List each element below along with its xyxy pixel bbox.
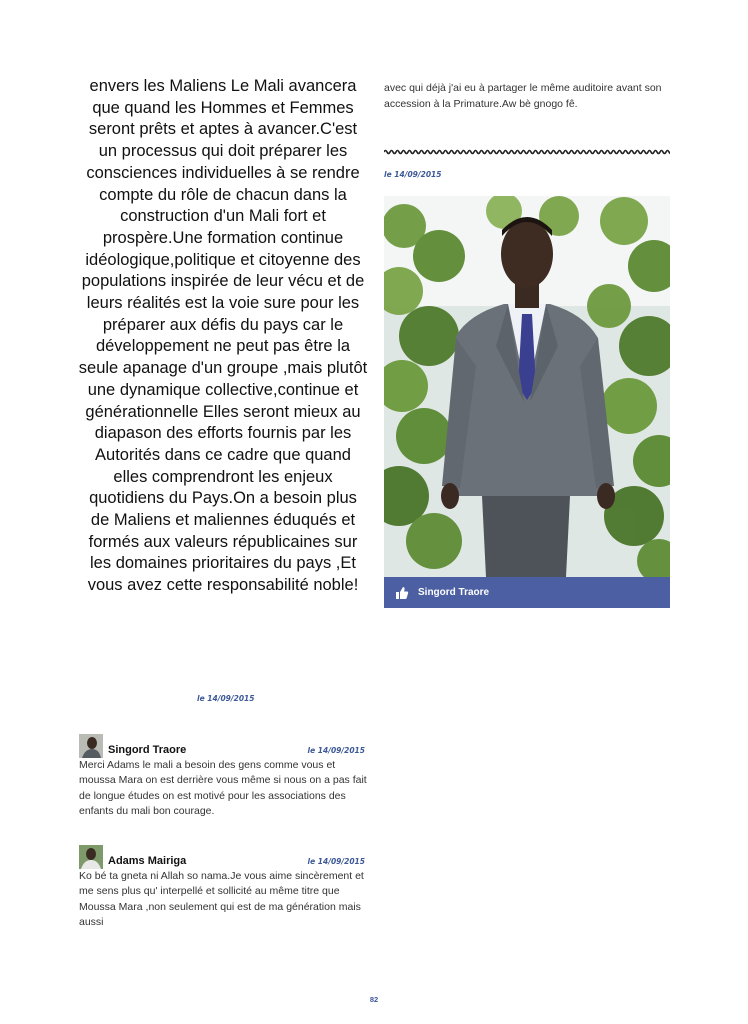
avatar[interactable] (79, 734, 103, 758)
photo-caption-bar (384, 577, 670, 608)
comment-date: le 14/09/2015 (307, 857, 365, 866)
main-post-date: le 14/09/2015 (197, 694, 255, 703)
comment (79, 734, 367, 819)
wavy-divider (384, 146, 670, 158)
avatar[interactable] (79, 845, 103, 869)
right-post-text: avec qui déjà j'ai eu à partager le même auditoire avant son accession à la Primature.Aw bè gnogo fê. (384, 82, 662, 110)
comment-text: Ko bé ta gneta ni Allah so nama.Je vous aime sincèrement et me sens plus qu' interpellé et sollicité au même titre que Moussa Mara ,non seulement qui est de ma génération mais aussi (79, 870, 364, 928)
comment (79, 845, 367, 930)
comment-author[interactable]: Singord Traore (108, 744, 187, 756)
page-number: 82 (369, 995, 379, 1004)
profile-photo[interactable] (384, 196, 670, 577)
comment-date: le 14/09/2015 (307, 746, 365, 755)
photo-caption-name[interactable]: Singord Traore (418, 587, 490, 598)
thumbs-up-icon[interactable] (394, 585, 410, 601)
comment-text: Merci Adams le mali a besoin des gens comme vous et moussa Mara on est derrière vous même si nous on a pas fait de longue études on est motivé pour les associations des enfants du mali bon courage. (79, 759, 367, 817)
main-post-body: envers les Maliens Le Mali avancera que quand les Hommes et Femmes seront prêts et aptes à avancer.C'est un processus qui doit préparer les consciences individuelles à se rendre compte du rôle de chacun dans la construction d'un Mali fort et prospère.Une formation continue idéologique,politique et citoyenne des populations inspirée de leur vécu et de leurs réalités est la voie sure pour les préparer aux défis du pays car le développement ne peut pas être la seule apanage d'un groupe ,mais plutôt une dynamique collective,continue et générationnelle Elles seront mieux au diapason des efforts fournis par les Autorités dans ce cadre que quand elles comprendront les enjeux quotidiens du Pays.On a besoin plus de Maliens et maliennes éduqués et formés aux valeurs républicaines sur les domaines prioritaires du pays ,Et vous avez cette responsabilité noble! (78, 77, 368, 595)
man-in-suit-photo (384, 196, 670, 577)
right-post-date: le 14/09/2015 (384, 170, 442, 179)
comment-author[interactable]: Adams Mairiga (108, 855, 187, 867)
main-post (78, 76, 368, 597)
